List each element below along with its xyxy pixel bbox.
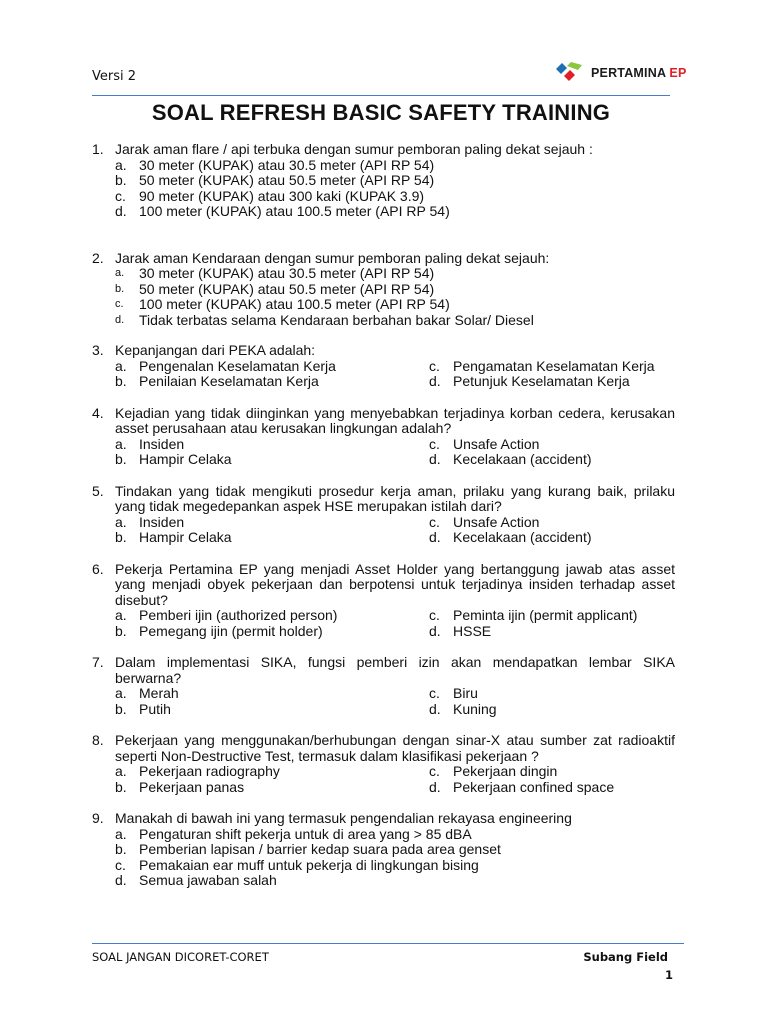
question-1: 1. Jarak aman flare / api terbuka dengan sumur pemboran paling dekat sejauh : a. 30 meter (KUPAK) atau 30.5 meter (API RP 54) b. 50 meter (KUPAK) atau 50.5 meter (API RP 54) c. 90 meter (KUPAK) atau 300 kaki (KUPAK 3.9) d. 100 meter (KUPAK) atau 100.5 meter (API RP 54) — [92, 142, 675, 220]
header-divider — [92, 95, 670, 96]
pertamina-ep-logo — [556, 62, 686, 84]
footer-notice: SOAL JANGAN DICORET-CORET — [92, 950, 269, 964]
option-c: c. 100 meter (KUPAK) atau 100.5 meter (API RP 54) — [115, 296, 450, 312]
option-row: b. Pekerjaan panas d. Pekerjaan confined space — [115, 778, 615, 795]
option-row: a. Pengenalan Keselamatan Kerja c. Pengamatan Keselamatan Kerja — [115, 357, 655, 374]
option-a: Merah — [139, 685, 179, 701]
option-a: Pekerjaan radiography — [139, 763, 280, 779]
logo-text: PERTAMINA EP — [591, 66, 687, 80]
option-b: Penilaian Keselamatan Kerja — [139, 373, 319, 389]
option-c: Peminta ijin (permit applicant) — [453, 607, 638, 623]
footer-location: Subang Field — [583, 950, 668, 964]
option-a: Insiden — [139, 435, 185, 452]
option-c: c. Pemakaian ear muff untuk pekerja di lingkungan bising — [115, 856, 479, 873]
question-8: 8. Pekerjaan yang menggunakan/berhubungan dengan sinar-X atau sumber zat radioaktif seperti Non-Destructive Test, termasuk dalam klasifikasi pekerjaan ? a. Pekerjaan radiography c. Pekerjaan dingin b. Pekerjaan panas d. Pekerjaan confined space — [92, 732, 675, 795]
option-c: Pekerjaan dingin — [453, 763, 558, 779]
option-b: Putih — [139, 700, 171, 717]
option-c: Unsafe Action — [453, 513, 540, 530]
option-d: Kecelakaan (accident) — [453, 451, 592, 467]
option-c: Unsafe Action — [453, 435, 540, 452]
question-text: Manakah di bawah ini yang termasuk pengendalian rekayasa engineering — [115, 810, 572, 826]
question-7: 7. Dalam implementasi SIKA, fungsi pemberi izin akan mendapatkan lembar SIKA berwarna? a. Merah c. Biru b. Putih d. Kuning — [92, 654, 675, 717]
option-row: a. Pekerjaan radiography c. Pekerjaan dingin — [115, 763, 558, 779]
option-row: a. Pemberi ijin (authorized person) c. Peminta ijin (permit applicant) — [115, 607, 638, 623]
option-a: a. 30 meter (KUPAK) atau 30.5 meter (API RP 54) — [115, 265, 435, 281]
option-row: a. Insiden c. Unsafe Action — [115, 513, 540, 530]
question-5: 5. Tindakan yang tidak mengikuti prosedur kerja aman, prilaku yang kurang baik, prilaku yang tidak megedepankan aspek HSE merupakan istilah dari? a. Insiden c. Unsafe Action b. Hampir Celaka d. Kecelakaan (accident) — [92, 482, 675, 545]
option-b: b. 50 meter (KUPAK) atau 50.5 meter (API RP 54) — [115, 280, 435, 297]
option-row: a. Insiden c. Unsafe Action — [115, 435, 540, 452]
option-d: d. 100 meter (KUPAK) atau 100.5 meter (API RP 54) — [115, 203, 450, 219]
question-text: Jarak aman Kendaraan dengan sumur pemboran paling dekat sejauh: — [115, 249, 550, 266]
option-d: Petunjuk Keselamatan Kerja — [453, 373, 630, 389]
option-c: c. 90 meter (KUPAK) atau 300 kaki (KUPAK 3.9) — [115, 187, 425, 204]
option-b: b. 50 meter (KUPAK) atau 50.5 meter (API RP 54) — [115, 172, 435, 188]
option-b: Pemegang ijin (permit holder) — [139, 622, 323, 639]
option-c: Biru — [453, 685, 478, 701]
option-a: a. Pengaturan shift pekerja untuk di area yang > 85 dBA — [115, 825, 472, 842]
option-c: Pengamatan Keselamatan Kerja — [453, 357, 655, 374]
question-text: Pekerjaan yang menggunakan/berhubungan dengan sinar-X atau sumber zat radioaktif seperti Non-Destructive Test, termasuk dalam klasifikasi pekerjaan ? — [115, 732, 675, 764]
option-row: b. Hampir Celaka d. Kecelakaan (accident) — [115, 529, 592, 545]
option-a: Pengenalan Keselamatan Kerja — [139, 357, 336, 374]
option-d: Kuning — [453, 700, 497, 717]
version-label: Versi 2 — [92, 69, 137, 84]
question-9: 9. Manakah di bawah ini yang termasuk pengendalian rekayasa engineering a. Pengaturan shift pekerja untuk di area yang > 85 dBA b. Pemberian lapisan / barrier kedap suara pada area genset c. Pemakaian ear muff untuk pekerja di lingkungan bising d. Semua jawaban salah — [92, 811, 675, 889]
question-2: 2. Jarak aman Kendaraan dengan sumur pemboran paling dekat sejauh: a. 30 meter (KUPAK) atau 30.5 meter (API RP 54) b. 50 meter (KUPAK) atau 50.5 meter (API RP 54) c. 100 meter (KUPAK) atau 100.5 meter (API RP 54) d. Tidak terbatas selama Kendaraan berbahan bakar Solar/ Diesel — [92, 251, 675, 329]
option-d: d. Tidak terbatas selama Kendaraan berbahan bakar Solar/ Diesel — [115, 311, 534, 328]
option-a: a. 30 meter (KUPAK) atau 30.5 meter (API RP 54) — [115, 156, 435, 173]
question-text: Pekerja Pertamina EP yang menjadi Asset Holder yang bertanggung jawab atas asset yang menjadi obyek pekerjaan dan berpotensi untuk terjadinya insiden terhadap asset disebut? — [115, 560, 675, 608]
option-row: b. Hampir Celaka d. Kecelakaan (accident) — [115, 451, 592, 467]
option-d: HSSE — [453, 622, 492, 639]
pertamina-logo-icon — [556, 62, 586, 84]
page-title: SOAL REFRESH BASIC SAFETY TRAINING — [151, 100, 611, 125]
option-row: b. Pemegang ijin (permit holder) d. HSSE — [115, 622, 492, 639]
option-row: b. Putih d. Kuning — [115, 700, 497, 717]
page-number: 1 — [664, 968, 673, 982]
question-3: 3. Kepanjangan dari PEKA adalah: a. Pengenalan Keselamatan Kerja c. Pengamatan Keselamatan Kerja b. Penilaian Keselamatan Kerja d. Petunjuk Keselamatan Kerja — [92, 343, 675, 390]
option-a: Insiden — [139, 513, 185, 530]
question-text: Kepanjangan dari PEKA adalah: — [115, 342, 316, 358]
question-text: Jarak aman flare / api terbuka dengan sumur pemboran paling dekat sejauh : — [115, 141, 593, 157]
option-d: Kecelakaan (accident) — [453, 529, 592, 545]
option-b: b. Pemberian lapisan / barrier kedap suara pada area genset — [115, 841, 501, 857]
option-row: b. Penilaian Keselamatan Kerja d. Petunjuk Keselamatan Kerja — [115, 373, 630, 389]
footer-divider — [92, 943, 684, 944]
question-text: Dalam implementasi SIKA, fungsi pemberi izin akan mendapatkan lembar SIKA berwarna? — [115, 654, 675, 686]
question-text: Tindakan yang tidak mengikuti prosedur kerja aman, prilaku yang kurang baik, prilaku yang tidak megedepankan aspek HSE merupakan istilah dari? — [115, 482, 675, 514]
option-a: Pemberi ijin (authorized person) — [139, 607, 338, 623]
option-row: a. Merah c. Biru — [115, 685, 478, 701]
option-d: d. Semua jawaban salah — [115, 872, 277, 888]
option-b: Hampir Celaka — [139, 451, 232, 467]
question-6: 6. Pekerja Pertamina EP yang menjadi Asset Holder yang bertanggung jawab atas asset yang menjadi obyek pekerjaan dan berpotensi untuk terjadinya insiden terhadap asset disebut? a. Pemberi ijin (authorized person) c. Peminta ijin (permit applicant) b. Pemegang ijin (permit holder) d. HSSE — [92, 560, 675, 639]
question-list — [92, 142, 675, 889]
question-4: 4. Kejadian yang tidak diinginkan yang menyebabkan terjadinya korban cedera, kerusakan asset perusahaan atau kerusakan lingkungan adalah? a. Insiden c. Unsafe Action b. Hampir Celaka d. Kecelakaan (accident) — [92, 404, 675, 467]
option-d: Pekerjaan confined space — [453, 778, 615, 795]
option-b: Hampir Celaka — [139, 529, 232, 545]
option-b: Pekerjaan panas — [139, 778, 245, 795]
question-text: Kejadian yang tidak diinginkan yang menyebabkan terjadinya korban cedera, kerusakan asset perusahaan atau kerusakan lingkungan adalah? — [115, 404, 675, 436]
